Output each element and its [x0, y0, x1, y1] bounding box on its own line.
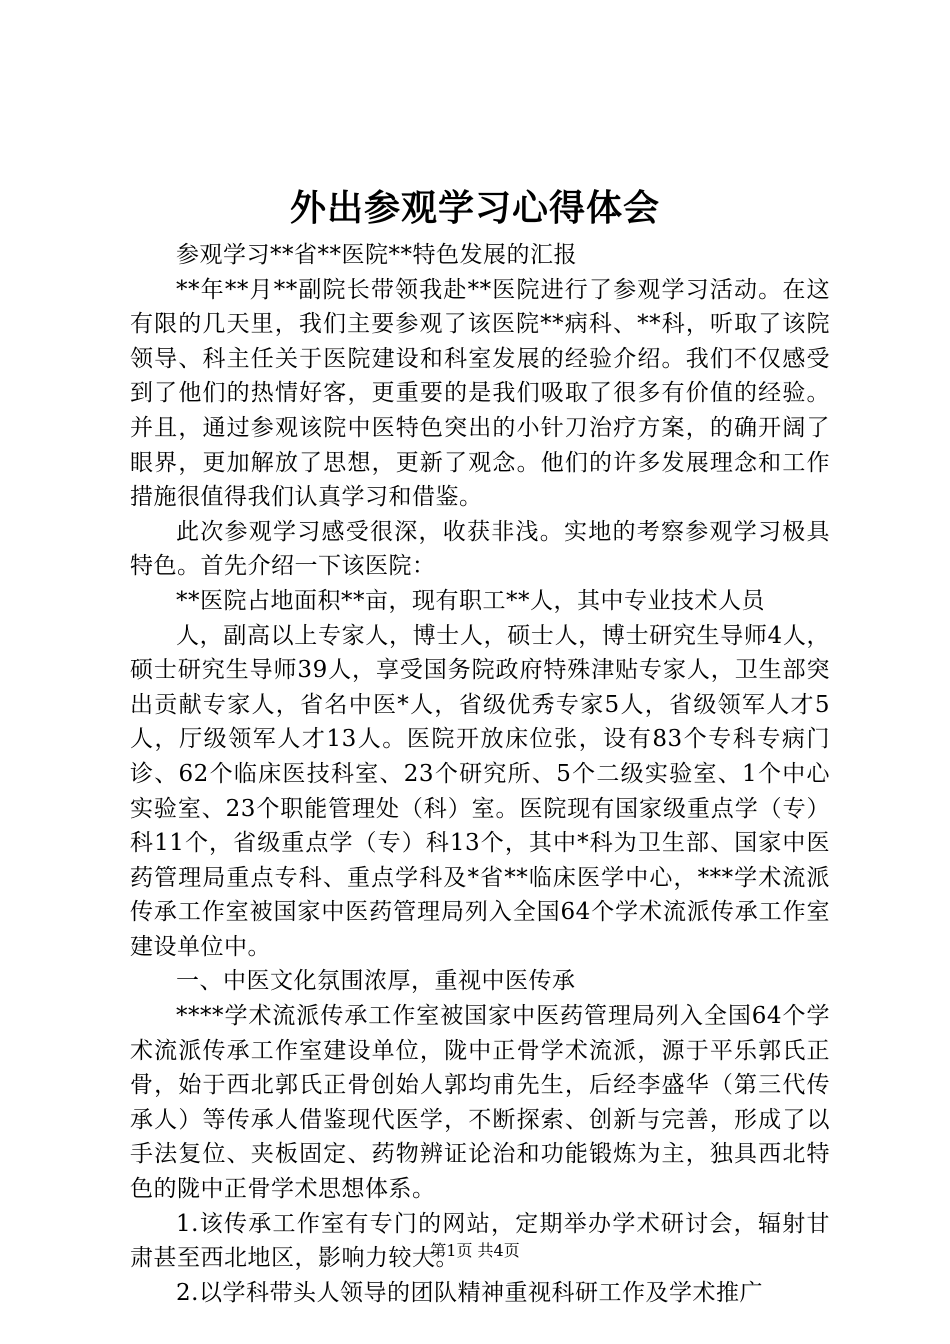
document-body — [130, 238, 830, 1310]
paragraph-visit-intro: **年**月**副院长带领我赴**医院进行了参观学习活动。在这有限的几天里，我们主要参观了该医院**病科、**科，听取了该院领导、科主任关于医院建设和科室发展的经验介绍。我们不仅感受到了他们的热情好客，更重要的是我们吸取了很多有价值的经验。并且，通过参观该院中医特色突出的小针刀治疗方案，的确开阔了眼界，更加解放了思想，更新了观念。他们的许多发展理念和工作措施很值得我们认真学习和借鉴。 — [130, 276, 830, 511]
paragraph-impression: 此次参观学习感受很深，收获非浅。实地的考察参观学习极具特色。首先介绍一下该医院： — [130, 518, 830, 580]
page-footer: 第1页 共4页 — [430, 1241, 520, 1260]
list-item-2: 2.以学科带头人领导的团队精神重视科研工作及学术推广 — [176, 1279, 763, 1306]
document-title: 外出参观学习心得体会 — [289, 188, 660, 229]
paragraph-hospital-overview: **医院占地面积**亩，现有职工**人，其中专业技术人员 — [176, 587, 765, 614]
list-item-1: 1.该传承工作室有专门的网站，定期举办学术研讨会，辐射甘肃甚至西北地区，影响力较大。 — [130, 1210, 830, 1272]
paragraph-hospital-staff: 人，副高以上专家人，博士人，硕士人，博士研究生导师4人，硕士研究生导师39人，享受国务院政府特殊津贴专家人，卫生部突出贡献专家人，省名中医*人，省级优秀专家5人，省级领军人才5人，厅级领军人才13人。医院开放床位张，设有83个专科专病门诊、62个临床医技科室、23个研究所、5个二级实验室、1个中心实验室、23个职能管理处（科）室。医院现有国家级重点学（专）科11个，省级重点学（专）科13个，其中*科为卫生部、国家中医药管理局重点专科、重点学科及*省**临床医学中心，***学术流派传承工作室被国家中医药管理局列入全国64个学术流派传承工作室建设单位中。 — [130, 622, 830, 960]
paragraph-tradition: ****学术流派传承工作室被国家中医药管理局列入全国64个学术流派传承工作室建设单位，陇中正骨学术流派，源于平乐郭氏正骨，始于西北郭氏正骨创始人郭均甫先生，后经李盛华（第三代传承人）等传承人借鉴现代医学，不断探索、创新与完善，形成了以手法复位、夹板固定、药物辨证论治和功能锻炼为主，独具西北特色的陇中正骨学术思想体系。 — [130, 1003, 830, 1203]
paragraph-subtitle: 参观学习**省**医院**特色发展的汇报 — [176, 242, 577, 268]
section-heading-1: 一、中医文化氛围浓厚，重视中医传承 — [176, 968, 576, 995]
